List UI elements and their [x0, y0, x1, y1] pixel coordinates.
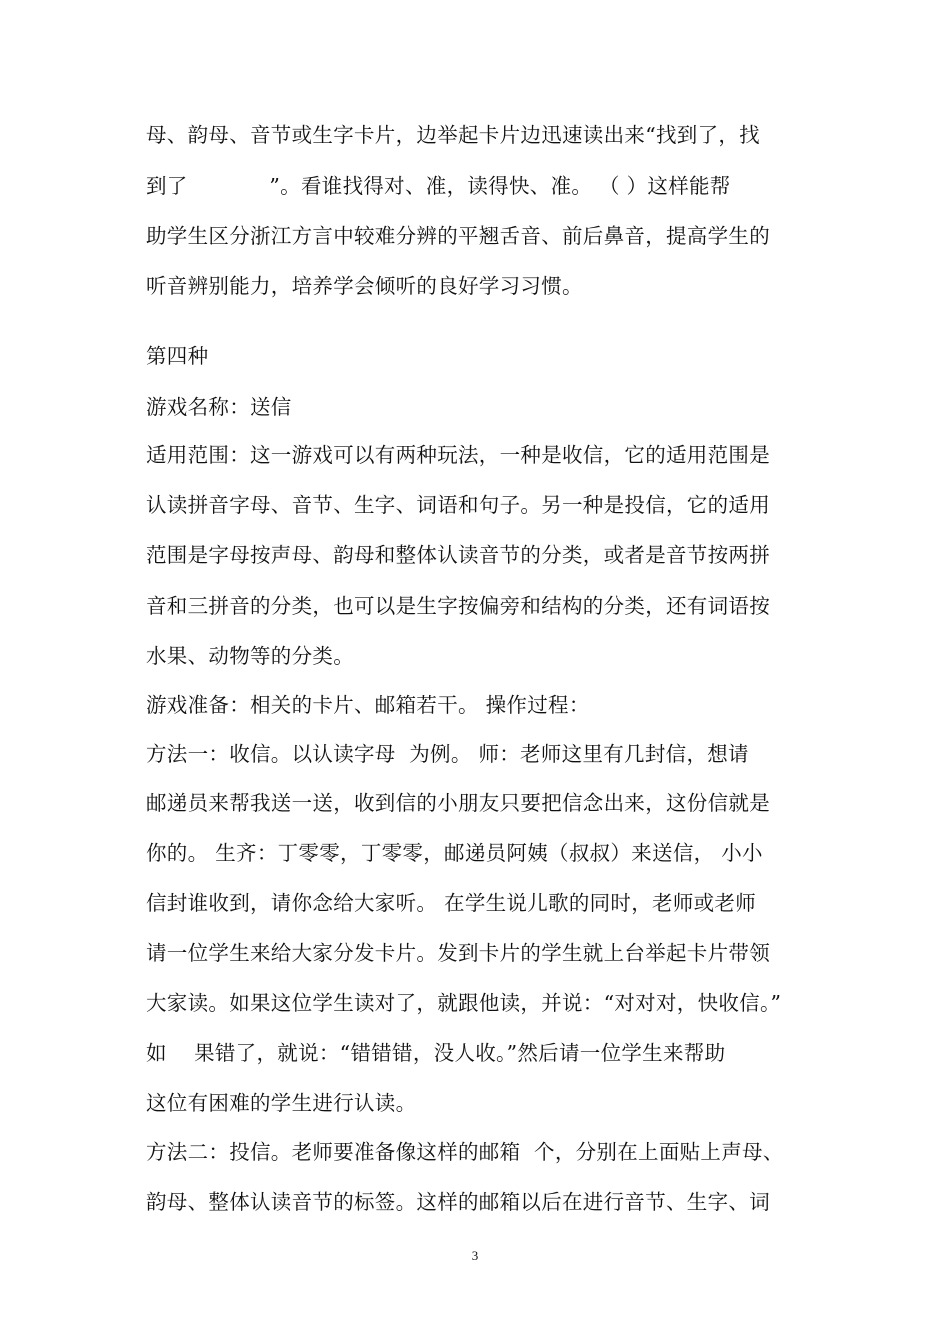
text-line: 到了 ”。看谁找得对、准，读得快、准。 （ ）这样能帮 — [146, 174, 731, 198]
text-line: 音和三拼音的分类，也可以是生字按偏旁和结构的分类，还有词语按 — [146, 594, 770, 618]
text-line: 助学生区分浙江方言中较难分辨的平翘舌音、前后鼻音，提高学生的 — [146, 224, 770, 248]
text-line: 游戏准备：相关的卡片、邮箱若干。 操作过程： — [146, 693, 590, 717]
text-line: 如 果错了，就说：“错错错，没人收。”然后请一位学生来帮助 — [146, 1041, 726, 1065]
text-line: 方法一：收信。以认读字母 为例。 师：老师这里有几封信，想请 — [146, 742, 749, 766]
text-line: 这位有困难的学生进行认读。 — [146, 1091, 417, 1115]
text-line: 范围是字母按声母、韵母和整体认读音节的分类，或者是音节按两拼 — [146, 543, 770, 567]
text-line: 听音辨别能力，培养学会倾听的良好学习习惯。 — [146, 274, 583, 298]
text-line: 韵母、整体认读音节的标签。这样的邮箱以后在进行音节、生字、词 — [146, 1190, 770, 1214]
text-line: 请一位学生来给大家分发卡片。发到卡片的学生就上台举起卡片带领 — [146, 941, 770, 965]
text-line: 邮递员来帮我送一送，收到信的小朋友只要把信念出来，这份信就是 — [146, 791, 770, 815]
text-line: 认读拼音字母、音节、生字、词语和句子。另一种是投信，它的适用 — [146, 493, 770, 517]
text-line: 你的。 生齐：丁零零，丁零零，邮递员阿姨（叔叔）来送信， 小小 — [146, 841, 763, 865]
text-line: 母、韵母、音节或生字卡片，边举起卡片边迅速读出来“找到了，找 — [146, 123, 760, 147]
page-number: 3 — [471, 1248, 479, 1263]
text-line: 适用范围：这一游戏可以有两种玩法，一种是收信，它的适用范围是 — [146, 443, 770, 467]
text-line: 方法二：投信。老师要准备像这样的邮箱 个，分别在上面贴上声母、 — [146, 1140, 784, 1164]
text-line: 大家读。如果这位学生读对了，就跟他读，并说：“对对对，快收信。” — [146, 991, 782, 1015]
text-line: 信封谁收到，请你念给大家听。 在学生说儿歌的同时，老师或老师 — [146, 891, 757, 915]
text-line: 水果、动物等的分类。 — [146, 644, 354, 668]
section-heading: 第四种 — [146, 344, 209, 368]
game-name: 游戏名称：送信 — [146, 395, 292, 419]
